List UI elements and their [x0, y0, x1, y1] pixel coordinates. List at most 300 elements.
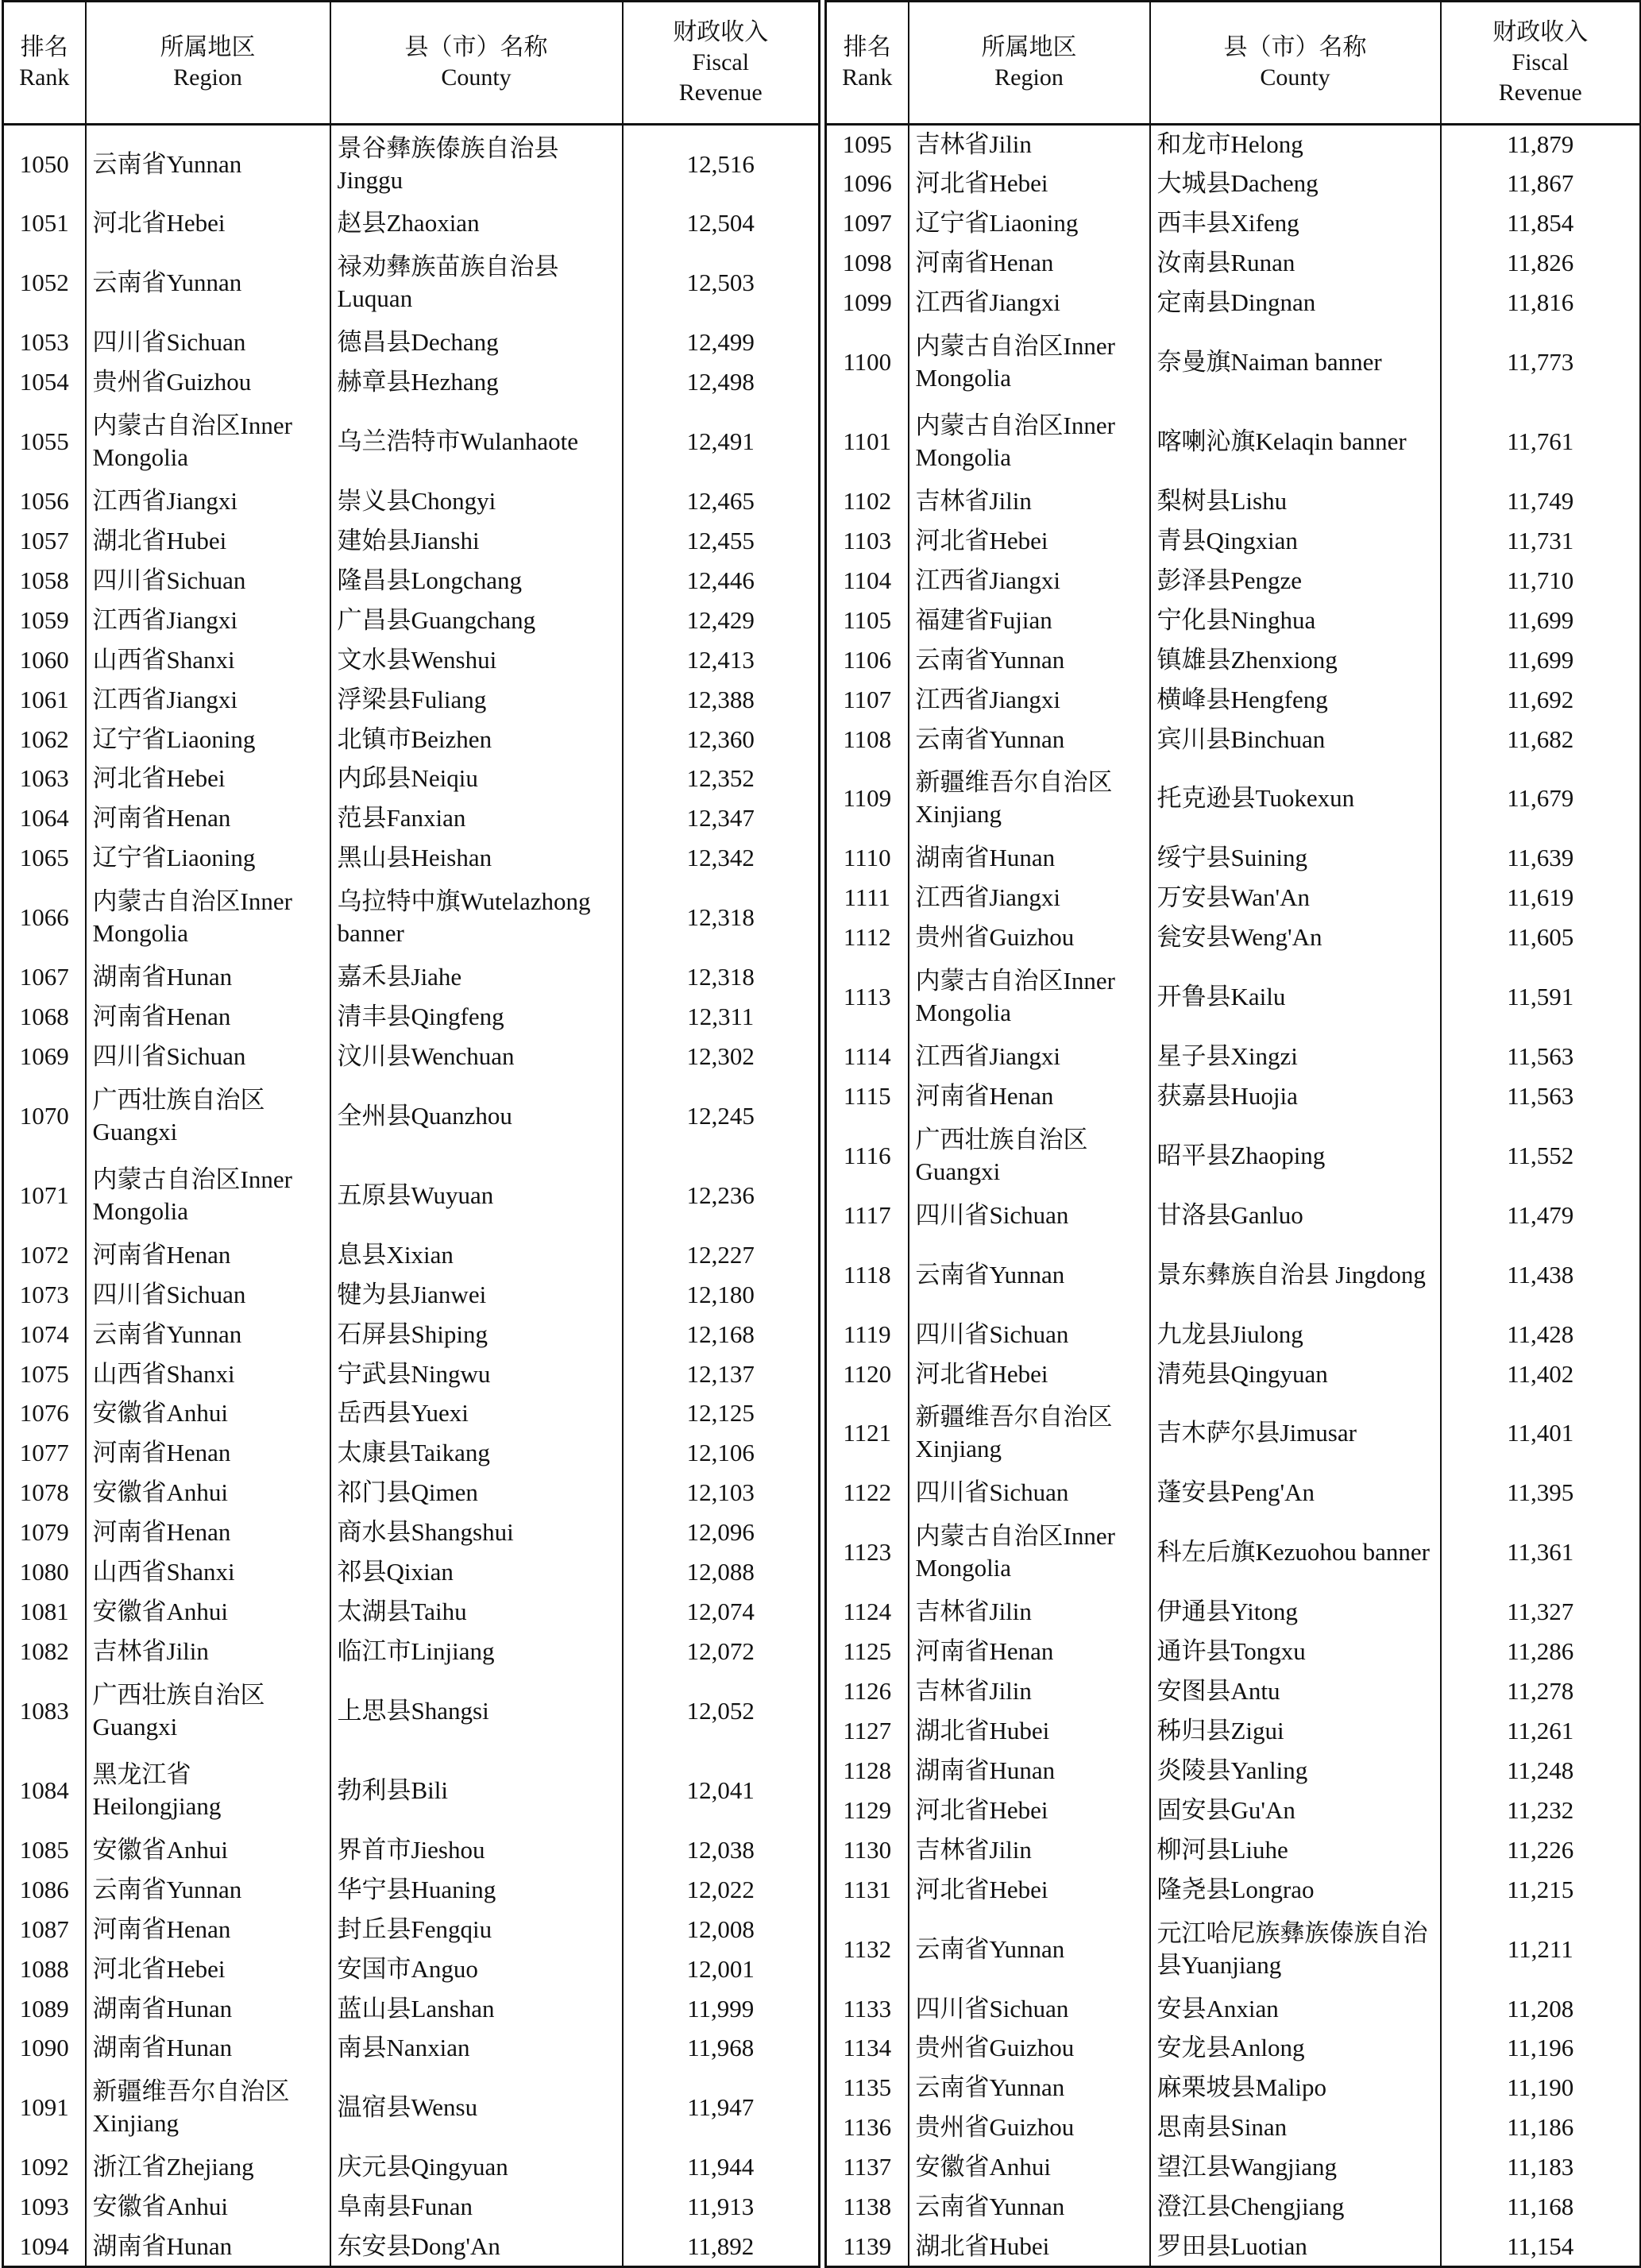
county-cell: 安龙县Anlong	[1150, 2029, 1441, 2069]
revenue-cell: 11,552	[1441, 1116, 1641, 1196]
county-cell: 伊通县Yitong	[1150, 1592, 1441, 1632]
table-row	[826, 125, 1641, 164]
rank-cell: 1083	[3, 1671, 86, 1751]
county-cell: 宁化县Ninghua	[1150, 601, 1441, 640]
table-row	[826, 1989, 1641, 2029]
rank-cell: 1127	[826, 1711, 909, 1751]
revenue-cell: 11,327	[1441, 1592, 1641, 1632]
table-row	[826, 1235, 1641, 1315]
revenue-cell: 11,854	[1441, 203, 1641, 243]
county-cell: 清丰县Qingfeng	[330, 997, 623, 1037]
county-cell: 彭泽县Pengze	[1150, 561, 1441, 601]
table-row	[826, 1037, 1641, 1076]
county-cell: 通许县Tongxu	[1150, 1632, 1441, 1671]
region-cell: 河南省Henan	[909, 1632, 1150, 1671]
revenue-cell: 11,591	[1441, 957, 1641, 1037]
revenue-cell: 12,302	[623, 1037, 820, 1076]
region-cell: 河北省Hebei	[909, 521, 1150, 561]
rank-cell: 1064	[3, 798, 86, 838]
region-cell: 吉林省Jilin	[909, 1592, 1150, 1632]
region-cell: 内蒙古自治区Inner Mongolia	[86, 1156, 330, 1235]
table-row	[3, 640, 820, 680]
table-row	[826, 1196, 1641, 1235]
rank-cell: 1122	[826, 1473, 909, 1513]
revenue-cell: 11,261	[1441, 1711, 1641, 1751]
table-row	[826, 640, 1641, 680]
county-cell: 临江市Linjiang	[330, 1632, 623, 1671]
county-cell: 祁门县Qimen	[330, 1473, 623, 1513]
region-cell: 江西省Jiangxi	[909, 283, 1150, 323]
county-cell: 华宁县Huaning	[330, 1870, 623, 1910]
table-row	[3, 1513, 820, 1552]
region-cell: 河南省Henan	[86, 1235, 330, 1275]
rank-cell: 1131	[826, 1870, 909, 1910]
revenue-cell: 11,773	[1441, 323, 1641, 402]
region-cell: 安徽省Anhui	[86, 1592, 330, 1632]
table-row	[3, 601, 820, 640]
table-row	[3, 402, 820, 481]
county-cell: 获嘉县Huojia	[1150, 1076, 1441, 1116]
region-cell: 广西壮族自治区 Guangxi	[86, 1076, 330, 1156]
county-cell: 昭平县Zhaoping	[1150, 1116, 1441, 1196]
county-cell: 蓬安县Peng'An	[1150, 1473, 1441, 1513]
revenue-cell: 12,318	[623, 878, 820, 957]
table-row	[3, 1037, 820, 1076]
county-cell: 元江哈尼族彝族傣族自治县Yuanjiang	[1150, 1910, 1441, 1989]
revenue-cell: 12,499	[623, 323, 820, 362]
county-cell: 隆昌县Longchang	[330, 561, 623, 601]
region-cell: 四川省Sichuan	[909, 1315, 1150, 1354]
rank-cell: 1058	[3, 561, 86, 601]
table-row	[826, 1592, 1641, 1632]
header-rank: 排名 Rank	[3, 2, 86, 125]
table-row	[826, 164, 1641, 203]
table-row	[3, 957, 820, 997]
table-header-row	[826, 2, 1641, 125]
county-cell: 岳西县Yuexi	[330, 1394, 623, 1434]
revenue-cell: 11,731	[1441, 521, 1641, 561]
table-row	[826, 1711, 1641, 1751]
table-row	[826, 402, 1641, 481]
revenue-cell: 11,679	[1441, 759, 1641, 839]
revenue-cell: 12,446	[623, 561, 820, 601]
table-row	[826, 1473, 1641, 1513]
rank-cell: 1075	[3, 1354, 86, 1394]
region-cell: 吉林省Jilin	[86, 1632, 330, 1671]
rank-cell: 1117	[826, 1196, 909, 1235]
table-row	[826, 878, 1641, 918]
table-row	[3, 2029, 820, 2069]
table-row	[826, 1315, 1641, 1354]
region-cell: 河北省Hebei	[86, 203, 330, 243]
county-cell: 景谷彝族傣族自治县 Jinggu	[330, 125, 623, 204]
county-cell: 奈曼旗Naiman banner	[1150, 323, 1441, 402]
rank-cell: 1108	[826, 720, 909, 759]
rank-cell: 1103	[826, 521, 909, 561]
revenue-cell: 12,342	[623, 838, 820, 878]
region-cell: 河南省Henan	[86, 1513, 330, 1552]
revenue-cell: 12,360	[623, 720, 820, 759]
region-cell: 河南省Henan	[86, 798, 330, 838]
table-row	[826, 918, 1641, 957]
rank-cell: 1066	[3, 878, 86, 957]
revenue-cell: 11,286	[1441, 1632, 1641, 1671]
rank-cell: 1052	[3, 243, 86, 323]
rank-cell: 1059	[3, 601, 86, 640]
rank-cell: 1111	[826, 878, 909, 918]
county-cell: 罗田县Luotian	[1150, 2227, 1441, 2266]
region-cell: 安徽省Anhui	[86, 1830, 330, 1870]
region-cell: 河南省Henan	[86, 997, 330, 1037]
table-row	[3, 1949, 820, 1989]
table-row	[3, 1671, 820, 1751]
table-row	[826, 957, 1641, 1037]
table-row	[3, 798, 820, 838]
revenue-cell: 11,816	[1441, 283, 1641, 323]
table-row	[3, 323, 820, 362]
table-row	[3, 125, 820, 204]
table-row	[826, 561, 1641, 601]
revenue-cell: 12,072	[623, 1632, 820, 1671]
rank-cell: 1051	[3, 203, 86, 243]
county-cell: 石屏县Shiping	[330, 1315, 623, 1354]
region-cell: 湖南省Hunan	[909, 1751, 1150, 1791]
region-cell: 内蒙古自治区Inner Mongolia	[909, 1513, 1150, 1592]
region-cell: 江西省Jiangxi	[909, 1037, 1150, 1076]
rank-cell: 1087	[3, 1910, 86, 1949]
county-cell: 勃利县Bili	[330, 1751, 623, 1830]
county-cell: 南县Nanxian	[330, 2029, 623, 2069]
rank-cell: 1076	[3, 1394, 86, 1434]
county-cell: 太湖县Taihu	[330, 1592, 623, 1632]
region-cell: 吉林省Jilin	[909, 481, 1150, 521]
region-cell: 内蒙古自治区Inner Mongolia	[86, 878, 330, 957]
table-row	[826, 1870, 1641, 1910]
rank-cell: 1115	[826, 1076, 909, 1116]
table-body-right	[826, 125, 1641, 2267]
table-row	[3, 1632, 820, 1671]
county-cell: 德昌县Dechang	[330, 323, 623, 362]
rank-cell: 1081	[3, 1592, 86, 1632]
county-cell: 秭归县Zigui	[1150, 1711, 1441, 1751]
rank-cell: 1093	[3, 2187, 86, 2227]
table-row	[3, 878, 820, 957]
table-row	[3, 481, 820, 521]
rank-cell: 1092	[3, 2147, 86, 2187]
table-row	[826, 243, 1641, 283]
rank-cell: 1106	[826, 640, 909, 680]
region-cell: 云南省Yunnan	[909, 720, 1150, 759]
region-cell: 云南省Yunnan	[909, 1235, 1150, 1315]
county-cell: 崇义县Chongyi	[330, 481, 623, 521]
revenue-cell: 12,455	[623, 521, 820, 561]
revenue-cell: 12,038	[623, 1830, 820, 1870]
revenue-cell: 11,278	[1441, 1671, 1641, 1711]
rank-cell: 1074	[3, 1315, 86, 1354]
revenue-cell: 11,208	[1441, 1989, 1641, 2029]
revenue-cell: 12,504	[623, 203, 820, 243]
county-cell: 喀喇沁旗Kelaqin banner	[1150, 402, 1441, 481]
region-cell: 江西省Jiangxi	[86, 601, 330, 640]
rank-cell: 1079	[3, 1513, 86, 1552]
table-row	[826, 1394, 1641, 1474]
region-cell: 河北省Hebei	[909, 1791, 1150, 1830]
region-cell: 四川省Sichuan	[909, 1473, 1150, 1513]
region-cell: 江西省Jiangxi	[909, 680, 1150, 720]
county-cell: 黑山县Heishan	[330, 838, 623, 878]
county-cell: 宁武县Ningwu	[330, 1354, 623, 1394]
revenue-cell: 11,999	[623, 1989, 820, 2029]
county-cell: 万安县Wan'An	[1150, 878, 1441, 918]
county-cell: 青县Qingxian	[1150, 521, 1441, 561]
county-cell: 甘洛县Ganluo	[1150, 1196, 1441, 1235]
table-row	[826, 1830, 1641, 1870]
revenue-cell: 11,190	[1441, 2068, 1641, 2108]
county-cell: 开鲁县Kailu	[1150, 957, 1441, 1037]
county-cell: 炎陵县Yanling	[1150, 1751, 1441, 1791]
table-row	[826, 481, 1641, 521]
revenue-cell: 12,347	[623, 798, 820, 838]
region-cell: 内蒙古自治区Inner Mongolia	[909, 957, 1150, 1037]
region-cell: 河南省Henan	[909, 243, 1150, 283]
header-revenue: 财政收入 Fiscal Revenue	[1441, 2, 1641, 125]
county-cell: 西丰县Xifeng	[1150, 203, 1441, 243]
revenue-cell: 12,503	[623, 243, 820, 323]
rank-cell: 1098	[826, 243, 909, 283]
rank-cell: 1120	[826, 1354, 909, 1394]
rank-cell: 1101	[826, 402, 909, 481]
header-county: 县（市）名称 County	[330, 2, 623, 125]
county-cell: 瓮安县Weng'An	[1150, 918, 1441, 957]
table-row	[3, 1354, 820, 1394]
revenue-cell: 11,605	[1441, 918, 1641, 957]
rank-cell: 1070	[3, 1076, 86, 1156]
table-row	[3, 1433, 820, 1473]
region-cell: 黑龙江省 Heilongjiang	[86, 1751, 330, 1830]
rank-cell: 1073	[3, 1275, 86, 1315]
header-region: 所属地区 Region	[86, 2, 330, 125]
county-cell: 界首市Jieshou	[330, 1830, 623, 1870]
county-cell: 阜南县Funan	[330, 2187, 623, 2227]
region-cell: 云南省Yunnan	[86, 1870, 330, 1910]
rank-cell: 1113	[826, 957, 909, 1037]
table-row	[3, 362, 820, 402]
region-cell: 内蒙古自治区Inner Mongolia	[909, 402, 1150, 481]
table-row	[826, 283, 1641, 323]
revenue-cell: 12,052	[623, 1671, 820, 1751]
rank-cell: 1114	[826, 1037, 909, 1076]
rank-cell: 1062	[3, 720, 86, 759]
revenue-cell: 12,491	[623, 402, 820, 481]
table-row	[826, 1632, 1641, 1671]
rank-cell: 1082	[3, 1632, 86, 1671]
county-cell: 封丘县Fengqiu	[330, 1910, 623, 1949]
table-row	[3, 1076, 820, 1156]
rank-cell: 1056	[3, 481, 86, 521]
region-cell: 四川省Sichuan	[909, 1989, 1150, 2029]
county-cell: 太康县Taikang	[330, 1433, 623, 1473]
region-cell: 四川省Sichuan	[86, 1275, 330, 1315]
county-cell: 汝南县Runan	[1150, 243, 1441, 283]
revenue-cell: 11,699	[1441, 601, 1641, 640]
region-cell: 吉林省Jilin	[909, 1830, 1150, 1870]
rank-cell: 1063	[3, 759, 86, 799]
table-row	[3, 521, 820, 561]
revenue-cell: 11,479	[1441, 1196, 1641, 1235]
region-cell: 吉林省Jilin	[909, 125, 1150, 164]
county-cell: 东安县Dong'An	[330, 2227, 623, 2266]
table-row	[3, 720, 820, 759]
rank-cell: 1069	[3, 1037, 86, 1076]
county-cell: 吉木萨尔县Jimusar	[1150, 1394, 1441, 1474]
header-region: 所属地区 Region	[909, 2, 1150, 125]
county-cell: 五原县Wuyuan	[330, 1156, 623, 1235]
rank-cell: 1060	[3, 640, 86, 680]
rank-cell: 1077	[3, 1433, 86, 1473]
header-rank: 排名 Rank	[826, 2, 909, 125]
region-cell: 辽宁省Liaoning	[86, 838, 330, 878]
county-cell: 赫章县Hezhang	[330, 362, 623, 402]
table-row	[3, 1592, 820, 1632]
region-cell: 浙江省Zhejiang	[86, 2147, 330, 2187]
revenue-cell: 12,022	[623, 1870, 820, 1910]
county-cell: 科左后旗Kezuohou banner	[1150, 1513, 1441, 1592]
table-row	[3, 1235, 820, 1275]
table-row	[3, 1751, 820, 1830]
county-cell: 托克逊县Tuokexun	[1150, 759, 1441, 839]
region-cell: 云南省Yunnan	[909, 1910, 1150, 1989]
revenue-cell: 12,106	[623, 1433, 820, 1473]
rank-cell: 1090	[3, 2029, 86, 2069]
revenue-cell: 12,227	[623, 1235, 820, 1275]
table-row	[826, 720, 1641, 759]
table-row	[826, 1116, 1641, 1196]
rank-cell: 1135	[826, 2068, 909, 2108]
revenue-cell: 11,361	[1441, 1513, 1641, 1592]
table-row	[826, 1076, 1641, 1116]
county-cell: 大城县Dacheng	[1150, 164, 1441, 203]
rank-cell: 1054	[3, 362, 86, 402]
rank-cell: 1067	[3, 957, 86, 997]
region-cell: 湖北省Hubei	[909, 2227, 1150, 2266]
table-row	[3, 2147, 820, 2187]
region-cell: 山西省Shanxi	[86, 1354, 330, 1394]
table-row	[3, 1870, 820, 1910]
table-row	[3, 561, 820, 601]
county-cell: 安县Anxian	[1150, 1989, 1441, 2029]
rank-cell: 1104	[826, 561, 909, 601]
region-cell: 河北省Hebei	[909, 164, 1150, 203]
county-cell: 固安县Gu'An	[1150, 1791, 1441, 1830]
region-cell: 湖南省Hunan	[86, 2227, 330, 2266]
table-row	[3, 997, 820, 1037]
rank-cell: 1138	[826, 2187, 909, 2227]
table-row	[826, 1910, 1641, 1989]
revenue-cell: 11,682	[1441, 720, 1641, 759]
rank-cell: 1110	[826, 838, 909, 878]
table-row	[826, 2108, 1641, 2147]
rank-cell: 1123	[826, 1513, 909, 1592]
rank-cell: 1086	[3, 1870, 86, 1910]
revenue-cell: 11,892	[623, 2227, 820, 2266]
region-cell: 云南省Yunnan	[909, 640, 1150, 680]
rank-cell: 1112	[826, 918, 909, 957]
table-row	[3, 1156, 820, 1235]
revenue-cell: 11,183	[1441, 2147, 1641, 2187]
region-cell: 广西壮族自治区 Guangxi	[909, 1116, 1150, 1196]
rank-cell: 1129	[826, 1791, 909, 1830]
region-cell: 贵州省Guizhou	[909, 2108, 1150, 2147]
revenue-cell: 12,352	[623, 759, 820, 799]
table-row	[3, 1315, 820, 1354]
revenue-cell: 11,879	[1441, 125, 1641, 164]
rank-cell: 1109	[826, 759, 909, 839]
revenue-cell: 11,749	[1441, 481, 1641, 521]
revenue-cell: 11,913	[623, 2187, 820, 2227]
table-body-left	[3, 125, 820, 2267]
header-revenue: 财政收入 Fiscal Revenue	[623, 2, 820, 125]
table-row	[3, 2187, 820, 2227]
region-cell: 安徽省Anhui	[86, 1473, 330, 1513]
county-cell: 温宿县Wensu	[330, 2068, 623, 2147]
table-row	[826, 1671, 1641, 1711]
rank-cell: 1061	[3, 680, 86, 720]
revenue-cell: 11,563	[1441, 1037, 1641, 1076]
table-row	[3, 2227, 820, 2266]
table-row	[3, 2068, 820, 2147]
revenue-cell: 11,211	[1441, 1910, 1641, 1989]
table-row	[3, 759, 820, 799]
revenue-cell: 11,692	[1441, 680, 1641, 720]
region-cell: 湖南省Hunan	[86, 957, 330, 997]
revenue-cell: 11,402	[1441, 1354, 1641, 1394]
revenue-cell: 12,429	[623, 601, 820, 640]
rank-cell: 1065	[3, 838, 86, 878]
rank-cell: 1124	[826, 1592, 909, 1632]
revenue-cell: 11,232	[1441, 1791, 1641, 1830]
revenue-cell: 11,944	[623, 2147, 820, 2187]
table-row	[826, 2068, 1641, 2108]
revenue-cell: 12,096	[623, 1513, 820, 1552]
county-cell: 上思县Shangsi	[330, 1671, 623, 1751]
rank-cell: 1094	[3, 2227, 86, 2266]
region-cell: 新疆维吾尔自治区 Xinjiang	[909, 1394, 1150, 1474]
county-cell: 安国市Anguo	[330, 1949, 623, 1989]
revenue-cell: 12,103	[623, 1473, 820, 1513]
table-row	[826, 2227, 1641, 2266]
rank-cell: 1121	[826, 1394, 909, 1474]
region-cell: 辽宁省Liaoning	[909, 203, 1150, 243]
county-cell: 横峰县Hengfeng	[1150, 680, 1441, 720]
revenue-cell: 11,563	[1441, 1076, 1641, 1116]
region-cell: 云南省Yunnan	[86, 243, 330, 323]
table-row	[3, 1275, 820, 1315]
revenue-cell: 12,008	[623, 1910, 820, 1949]
rank-cell: 1084	[3, 1751, 86, 1830]
table-row	[826, 838, 1641, 878]
county-cell: 思南县Sinan	[1150, 2108, 1441, 2147]
table-row	[3, 1552, 820, 1592]
table-row	[826, 2029, 1641, 2069]
region-cell: 湖南省Hunan	[909, 838, 1150, 878]
revenue-cell: 11,619	[1441, 878, 1641, 918]
region-cell: 河南省Henan	[86, 1910, 330, 1949]
table-row	[3, 1910, 820, 1949]
table-row	[826, 521, 1641, 561]
county-cell: 汶川县Wenchuan	[330, 1037, 623, 1076]
region-cell: 山西省Shanxi	[86, 640, 330, 680]
table-row	[826, 1354, 1641, 1394]
